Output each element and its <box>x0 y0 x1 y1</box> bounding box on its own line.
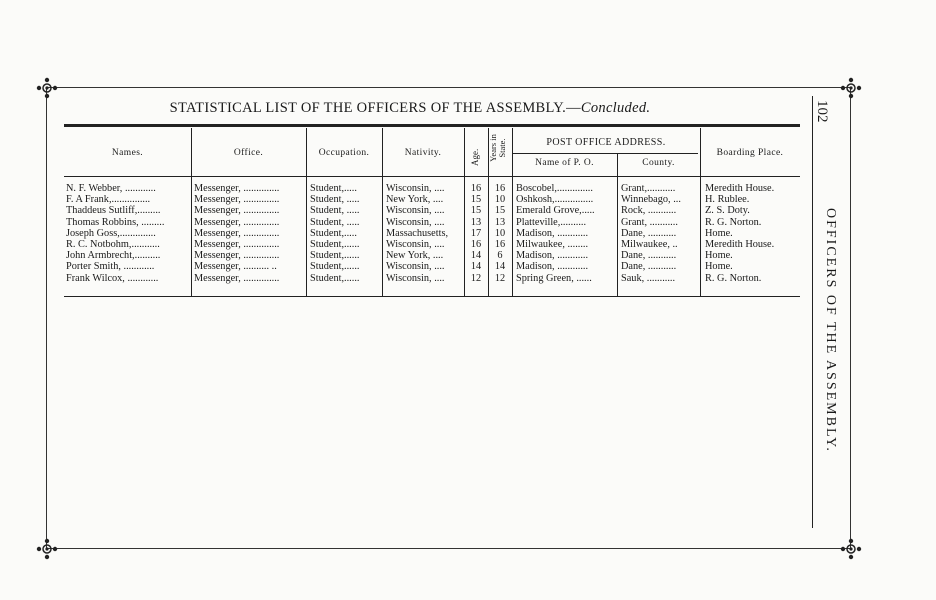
cell-boarding-place: Home. <box>705 250 733 262</box>
cell-name: R. C. Notbohm,........... <box>66 239 160 250</box>
col-separator <box>617 153 618 296</box>
cell-occupation: Student,...... <box>310 239 360 250</box>
cell-post-office: Madison, ............ <box>516 227 589 239</box>
cell-boarding-place: Home. <box>705 227 733 239</box>
cell-county: Grant,........... <box>621 183 676 194</box>
cell-county: Sauk, ........... <box>621 272 676 284</box>
cell-occupation: Student,..... <box>310 183 357 194</box>
cell-name: Joseph Goss,.............. <box>66 227 156 239</box>
cell-nativity: Wisconsin, .... <box>386 216 445 228</box>
cell-occupation: Student,..... <box>310 227 357 239</box>
header-age: Age. <box>470 148 480 166</box>
cell-office: Messenger, .............. <box>194 194 280 206</box>
cell-name: John Armbrecht,.......... <box>66 250 161 262</box>
post-office-sub-rule <box>512 153 698 154</box>
table-top-rule-thin <box>64 126 800 127</box>
cell-nativity: Wisconsin, .... <box>386 239 445 250</box>
cell-nativity: Wisconsin, .... <box>386 261 445 273</box>
cell-office: Messenger, .............. <box>194 272 280 284</box>
cell-boarding-place: Home. <box>705 261 733 273</box>
cell-age: 14 <box>470 261 482 273</box>
cell-years-in-state: 15 <box>494 205 506 217</box>
cell-age: 13 <box>470 216 482 228</box>
cell-nativity: Wisconsin, .... <box>386 205 445 217</box>
cell-occupation: Student,...... <box>310 261 360 273</box>
cell-boarding-place: R. G. Norton. <box>705 272 762 284</box>
cell-nativity: Massachusetts, <box>386 227 449 239</box>
corner-ornament-icon <box>34 75 60 101</box>
cell-office: Messenger, .............. <box>194 227 280 239</box>
header-occupation: Occupation. <box>318 148 370 158</box>
cell-age: 15 <box>470 205 482 217</box>
page-title-main: STATISTICAL LIST OF THE OFFICERS OF THE ASSEMBLY.— <box>169 100 581 116</box>
cell-office: Messenger, .............. <box>194 205 280 217</box>
cell-occupation: Student,...... <box>310 272 360 284</box>
page-title <box>60 100 760 117</box>
cell-post-office: Oshkosh,............... <box>516 194 594 206</box>
cell-post-office: Spring Green, ...... <box>516 272 592 284</box>
cell-post-office: Platteville,.......... <box>516 216 587 228</box>
cell-years-in-state: 10 <box>494 227 506 239</box>
cell-occupation: Student, ..... <box>310 216 360 228</box>
cell-nativity: Wisconsin, .... <box>386 272 445 284</box>
cell-name: F. A Frank,............... <box>66 194 151 206</box>
header-office: Office. <box>233 148 264 158</box>
cell-office: Messenger, .............. <box>194 239 280 250</box>
cell-boarding-place: Meredith House. <box>705 183 775 194</box>
cell-county: Dane, ........... <box>621 227 677 239</box>
frame-right-line <box>850 87 851 548</box>
cell-age: 12 <box>470 272 482 284</box>
cell-age: 17 <box>470 227 482 239</box>
header-boarding-place: Boarding Place. <box>716 148 784 158</box>
cell-nativity: New York, .... <box>386 194 444 206</box>
cell-name: Thomas Robbins, ......... <box>66 216 165 228</box>
cell-county: Rock, ........... <box>621 205 677 217</box>
side-column-rule <box>812 96 813 528</box>
header-years-in-state: Years in State. <box>488 134 507 162</box>
cell-county: Dane, ........... <box>621 261 677 273</box>
cell-office: Messenger, .............. <box>194 216 280 228</box>
cell-county: Winnebago, ... <box>621 194 681 206</box>
header-nativity: Nativity. <box>404 148 442 158</box>
cell-years-in-state: 10 <box>494 194 506 206</box>
cell-post-office: Milwaukee, ........ <box>516 239 589 250</box>
cell-office: Messenger, .......... .. <box>194 261 277 273</box>
cell-post-office: Madison, ............ <box>516 250 589 262</box>
cell-name: Porter Smith, ............ <box>66 261 155 273</box>
table-bottom-rule <box>64 296 800 297</box>
cell-years-in-state: 13 <box>494 216 506 228</box>
cell-post-office: Emerald Grove,..... <box>516 205 595 217</box>
cell-occupation: Student, ..... <box>310 194 360 206</box>
col-separator <box>512 128 513 296</box>
cell-county: Grant, ........... <box>621 216 678 228</box>
cell-occupation: Student,...... <box>310 250 360 262</box>
cell-age: 14 <box>470 250 482 262</box>
cell-name: N. F. Webber, ............ <box>66 183 156 194</box>
cell-years-in-state: 16 <box>494 239 506 250</box>
cell-name: Thaddeus Sutliff,......... <box>66 205 161 217</box>
cell-boarding-place: Meredith House. <box>705 239 775 250</box>
cell-boarding-place: Z. S. Doty. <box>705 205 750 217</box>
cell-office: Messenger, .............. <box>194 183 280 194</box>
frame-left-line <box>46 87 47 548</box>
cell-age: 16 <box>470 239 482 250</box>
frame-bottom-line <box>46 548 850 549</box>
cell-name: Frank Wilcox, ............ <box>66 272 159 284</box>
cell-years-in-state: 12 <box>494 272 506 284</box>
cell-age: 16 <box>470 183 482 194</box>
header-county: County. <box>642 158 675 168</box>
cell-boarding-place: R. G. Norton. <box>705 216 762 228</box>
corner-ornament-icon <box>838 75 864 101</box>
cell-post-office: Madison, ............ <box>516 261 589 273</box>
page-number: 102 <box>814 100 830 123</box>
cell-age: 15 <box>470 194 482 206</box>
header-name-of-po: Name of P. O. <box>535 158 594 168</box>
cell-office: Messenger, .............. <box>194 250 280 262</box>
table-header-rule <box>64 176 800 177</box>
cell-post-office: Boscobel,.............. <box>516 183 593 194</box>
page-title-suffix: Concluded. <box>580 100 651 116</box>
corner-ornament-icon <box>34 536 60 562</box>
corner-ornament-icon <box>838 536 864 562</box>
side-running-title: OFFICERS OF THE ASSEMBLY. <box>823 208 838 453</box>
cell-years-in-state: 16 <box>494 183 506 194</box>
header-names: Names. <box>111 148 144 158</box>
cell-nativity: Wisconsin, .... <box>386 183 445 194</box>
header-post-office-address: POST OFFICE ADDRESS. <box>546 137 666 148</box>
cell-occupation: Student, ..... <box>310 205 360 217</box>
cell-boarding-place: H. Rublee. <box>705 194 750 206</box>
cell-years-in-state: 14 <box>494 261 506 273</box>
cell-county: Dane, ........... <box>621 250 677 262</box>
frame-top-line <box>46 87 850 88</box>
cell-county: Milwaukee, .. <box>621 239 678 250</box>
cell-nativity: New York, .... <box>386 250 444 262</box>
cell-years-in-state: 6 <box>497 250 503 262</box>
